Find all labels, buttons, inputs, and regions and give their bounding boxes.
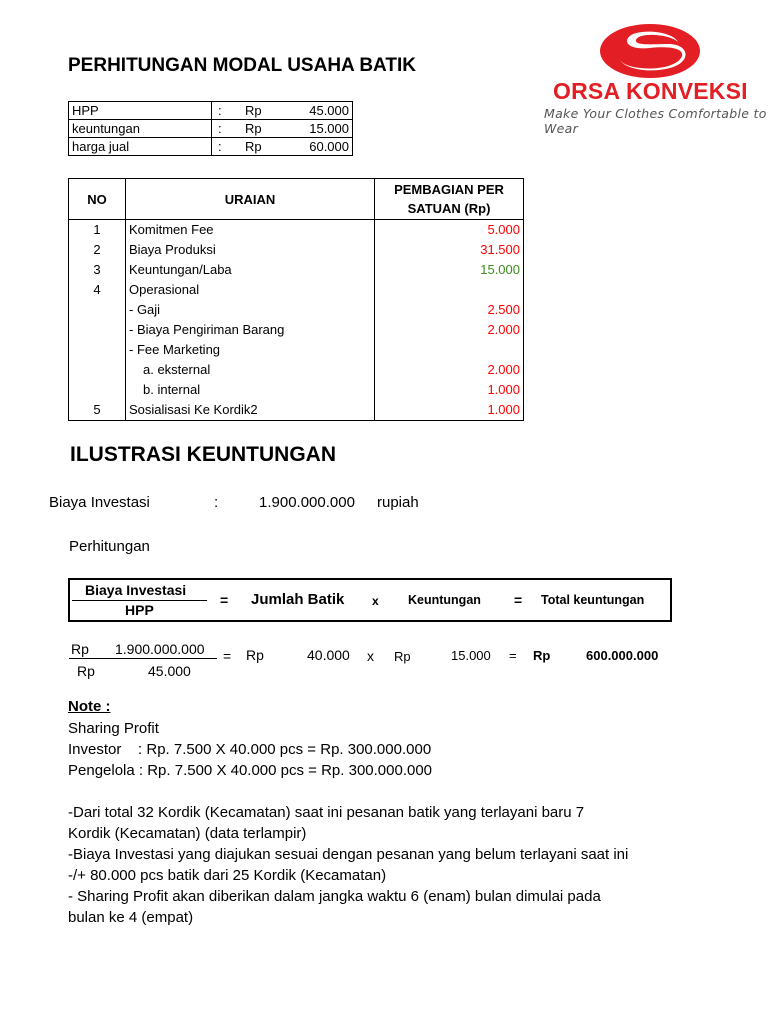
summary-label: harga jual <box>69 138 212 156</box>
table-row <box>69 260 524 280</box>
row-no: 4 <box>69 280 126 300</box>
table-row <box>69 280 524 300</box>
formula-equals-2: = <box>514 592 523 608</box>
table-row <box>69 320 524 340</box>
calc-num-value: 1.900.000.000 <box>115 641 205 657</box>
note-paragraph-line: -/+ 80.000 pcs batik dari 25 Kordik (Kecamatan) <box>68 867 387 884</box>
orsa-logo-icon <box>598 22 702 80</box>
summary-row <box>69 120 353 138</box>
header-pembagian-line1: PEMBAGIAN PER <box>394 182 504 197</box>
row-no: 2 <box>69 240 126 260</box>
summary-value: 15.000 <box>278 120 353 138</box>
calc-jumlah: 40.000 <box>307 647 350 663</box>
row-no <box>69 320 126 340</box>
section-title-ilustrasi: ILUSTRASI KEUNTUNGAN <box>70 443 336 466</box>
calc-equals-2: = <box>509 648 517 663</box>
calc-rp-2: Rp <box>394 649 411 664</box>
row-uraian: b. internal <box>126 380 375 400</box>
formula-denominator: HPP <box>125 602 154 618</box>
summary-currency: Rp <box>243 138 278 156</box>
summary-colon: : <box>212 102 244 120</box>
summary-row <box>69 138 353 156</box>
calc-times: x <box>367 648 374 664</box>
row-amount <box>375 280 524 300</box>
summary-colon: : <box>212 120 244 138</box>
note-line: Sharing Profit <box>68 720 159 737</box>
calc-num-rp: Rp <box>71 641 89 657</box>
note-line: Investor : Rp. 7.500 X 40.000 pcs = Rp. 300.000.000 <box>68 741 432 758</box>
row-uraian: Operasional <box>126 280 375 300</box>
calc-rp-1: Rp <box>246 647 264 663</box>
investasi-unit: rupiah <box>377 494 419 511</box>
row-uraian: Biaya Produksi <box>126 240 375 260</box>
calc-den-rp: Rp <box>77 663 95 679</box>
row-amount <box>375 340 524 360</box>
row-no: 1 <box>69 220 126 241</box>
summary-table <box>68 101 353 156</box>
row-no <box>69 340 126 360</box>
calc-keuntungan: 15.000 <box>451 648 491 663</box>
table-row <box>69 240 524 260</box>
row-uraian: - Biaya Pengiriman Barang <box>126 320 375 340</box>
note-title: Note : <box>68 698 111 715</box>
row-amount: 2.000 <box>375 360 524 380</box>
row-uraian: - Fee Marketing <box>126 340 375 360</box>
table-row <box>69 380 524 400</box>
summary-label: keuntungan <box>69 120 212 138</box>
table-row <box>69 360 524 380</box>
note-paragraphs <box>68 802 628 928</box>
row-uraian: a. eksternal <box>126 360 375 380</box>
table-row <box>69 400 524 421</box>
note-paragraph-line: -Biaya Investasi yang diajukan sesuai dengan pesanan yang belum terlayani saat ini <box>68 846 629 863</box>
perhitungan-label: Perhitungan <box>69 538 150 555</box>
summary-row <box>69 102 353 120</box>
summary-value: 60.000 <box>278 138 353 156</box>
row-uraian: Keuntungan/Laba <box>126 260 375 280</box>
formula-box <box>68 578 672 622</box>
calc-den-value: 45.000 <box>148 663 191 679</box>
table-row <box>69 300 524 320</box>
note-paragraph-line: -Dari total 32 Kordik (Kecamatan) saat ini pesanan batik yang terlayani baru 7 <box>68 804 585 821</box>
formula-numerator: Biaya Investasi <box>85 582 187 598</box>
row-amount: 15.000 <box>375 260 524 280</box>
table-row <box>69 340 524 360</box>
row-uraian: Komitmen Fee <box>126 220 375 241</box>
row-uraian: - Gaji <box>126 300 375 320</box>
formula-keuntungan: Keuntungan <box>408 593 481 607</box>
formula-total: Total keuntungan <box>541 593 645 607</box>
logo-name: ORSA KONVEKSI <box>553 78 748 104</box>
investasi-label: Biaya Investasi <box>49 494 150 511</box>
formula-fraction-line <box>72 600 207 601</box>
cost-breakdown-table <box>68 178 524 421</box>
summary-colon: : <box>212 138 244 156</box>
note-line: Pengelola : Rp. 7.500 X 40.000 pcs = Rp. 300.000.000 <box>68 762 433 779</box>
formula-equals-1: = <box>220 592 229 608</box>
investasi-value: 1.900.000.000 <box>259 494 355 511</box>
row-amount: 2.000 <box>375 320 524 340</box>
page-title: PERHITUNGAN MODAL USAHA BATIK <box>68 55 416 76</box>
row-amount: 31.500 <box>375 240 524 260</box>
header-pembagian-line2: SATUAN (Rp) <box>407 201 491 216</box>
row-uraian: Sosialisasi Ke Kordik2 <box>126 400 375 421</box>
header-uraian: URAIAN <box>126 179 375 220</box>
row-amount: 1.000 <box>375 380 524 400</box>
summary-label: HPP <box>69 102 212 120</box>
row-no <box>69 360 126 380</box>
note-paragraph-line: - Sharing Profit akan diberikan dalam jangka waktu 6 (enam) bulan dimulai pada <box>68 888 601 905</box>
row-no: 3 <box>69 260 126 280</box>
table-row <box>69 220 524 241</box>
summary-value: 45.000 <box>278 102 353 120</box>
formula-jumlah: Jumlah Batik <box>251 591 345 608</box>
row-no: 5 <box>69 400 126 421</box>
row-no <box>69 300 126 320</box>
row-no <box>69 380 126 400</box>
calc-fraction-line <box>69 658 217 659</box>
note-lines <box>68 718 432 781</box>
note-paragraph-line: bulan ke 4 (empat) <box>68 909 194 926</box>
row-amount: 5.000 <box>375 220 524 241</box>
calc-total: 600.000.000 <box>586 648 659 663</box>
calc-rp-3: Rp <box>533 648 551 663</box>
row-amount: 1.000 <box>375 400 524 421</box>
calc-equals-1: = <box>223 648 232 664</box>
header-no: NO <box>69 179 126 220</box>
investasi-colon: : <box>214 494 219 511</box>
row-amount: 2.500 <box>375 300 524 320</box>
header-pembagian <box>375 179 524 220</box>
summary-currency: Rp <box>243 120 278 138</box>
summary-currency: Rp <box>243 102 278 120</box>
logo-tagline: Make Your Clothes Comfortable to Wear <box>544 106 767 136</box>
formula-times: x <box>372 594 379 608</box>
note-paragraph-line: Kordik (Kecamatan) (data terlampir) <box>68 825 307 842</box>
